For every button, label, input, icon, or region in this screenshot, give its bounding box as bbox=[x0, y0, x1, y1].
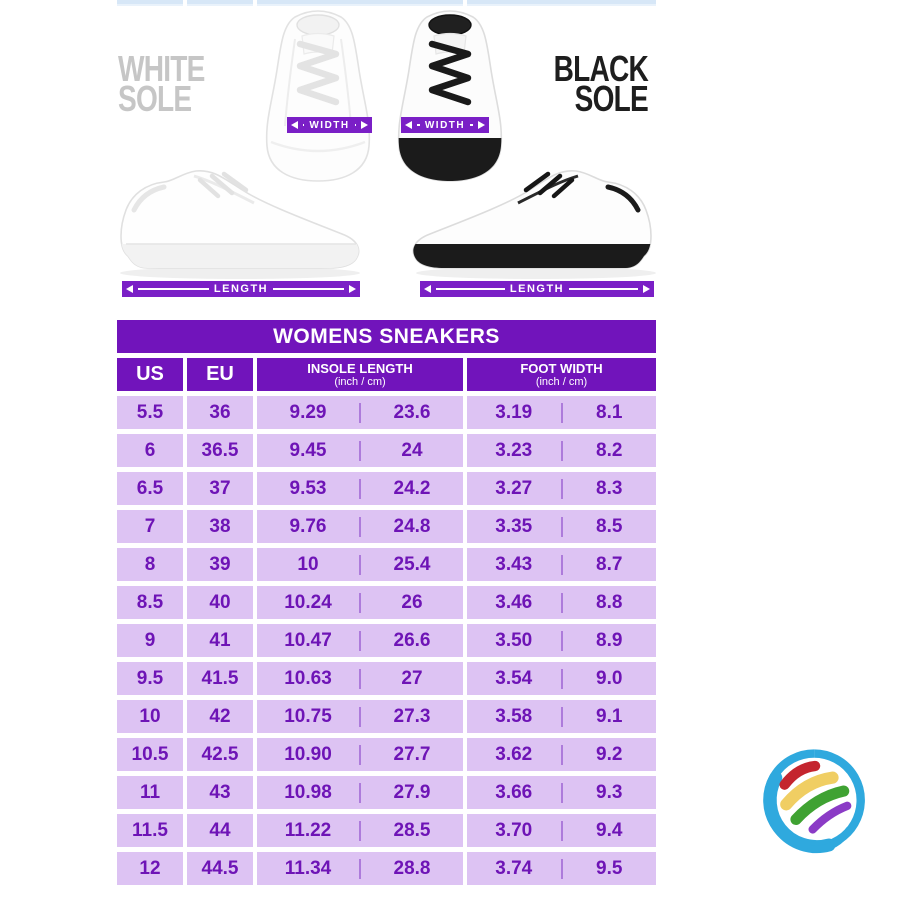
table-body bbox=[117, 396, 656, 885]
cell-eu-size: 38 bbox=[187, 510, 253, 543]
insole-cm-value: 27.7 bbox=[393, 743, 431, 765]
foot-cm-value: 9.0 bbox=[596, 667, 623, 689]
width-measure-bar-right bbox=[401, 117, 489, 133]
cell-eu-size: 36 bbox=[187, 396, 253, 429]
cell-foot-width bbox=[467, 814, 656, 847]
cell-insole-length bbox=[257, 662, 463, 695]
cell-insole-length bbox=[257, 586, 463, 619]
insole-cm-value: 27.9 bbox=[393, 781, 431, 803]
table-title: WOMENS SNEAKERS bbox=[117, 320, 656, 353]
cell-divider bbox=[561, 517, 563, 537]
cell-divider bbox=[561, 631, 563, 651]
arrow-right-icon bbox=[361, 121, 368, 129]
cell-eu-size: 41.5 bbox=[187, 662, 253, 695]
cell-divider bbox=[561, 441, 563, 461]
cell-us-size: 5.5 bbox=[117, 396, 183, 429]
insole-cm-value: 24.8 bbox=[393, 515, 431, 537]
foot-inch-value: 3.46 bbox=[495, 591, 533, 613]
cell-us-size: 8 bbox=[117, 548, 183, 581]
cell-us-size: 12 bbox=[117, 852, 183, 885]
foot-cm-value: 9.5 bbox=[596, 857, 623, 879]
cell-insole-length bbox=[257, 624, 463, 657]
table-row bbox=[117, 814, 656, 847]
table-row bbox=[117, 510, 656, 543]
previous-table-edge-cell bbox=[187, 0, 253, 6]
cell-insole-length bbox=[257, 510, 463, 543]
header-foot-width: FOOT WIDTH (inch / cm) bbox=[467, 358, 656, 391]
table-row bbox=[117, 700, 656, 733]
insole-cm-value: 27 bbox=[401, 667, 423, 689]
table-row bbox=[117, 472, 656, 505]
cell-eu-size: 40 bbox=[187, 586, 253, 619]
insole-cm-value: 25.4 bbox=[393, 553, 431, 575]
white-sole-label-line1: WHITE bbox=[118, 48, 205, 89]
foot-cm-value: 8.3 bbox=[596, 477, 623, 499]
cell-divider bbox=[359, 783, 361, 803]
cell-us-size: 11.5 bbox=[117, 814, 183, 847]
foot-inch-value: 3.74 bbox=[495, 857, 533, 879]
cell-foot-width bbox=[467, 662, 656, 695]
insole-inch-value: 10 bbox=[297, 553, 319, 575]
foot-inch-value: 3.58 bbox=[495, 705, 533, 727]
insole-inch-value: 10.47 bbox=[284, 629, 332, 651]
insole-cm-value: 24 bbox=[401, 439, 423, 461]
cell-foot-width bbox=[467, 510, 656, 543]
white-sole-label-line2: SOLE bbox=[118, 78, 192, 119]
cell-divider bbox=[561, 555, 563, 575]
foot-cm-value: 9.3 bbox=[596, 781, 623, 803]
foot-inch-value: 3.54 bbox=[495, 667, 533, 689]
cell-us-size: 7 bbox=[117, 510, 183, 543]
cell-foot-width bbox=[467, 738, 656, 771]
cell-divider bbox=[561, 479, 563, 499]
foot-cm-value: 8.2 bbox=[596, 439, 623, 461]
foot-cm-value: 8.7 bbox=[596, 553, 623, 575]
cell-foot-width bbox=[467, 434, 656, 467]
table-row bbox=[117, 852, 656, 885]
cell-us-size: 10.5 bbox=[117, 738, 183, 771]
table-row bbox=[117, 586, 656, 619]
insole-inch-value: 9.29 bbox=[289, 401, 327, 423]
foot-cm-value: 8.5 bbox=[596, 515, 623, 537]
arrow-left-icon bbox=[126, 285, 133, 293]
cell-divider bbox=[359, 555, 361, 575]
cell-eu-size: 44.5 bbox=[187, 852, 253, 885]
cell-divider bbox=[359, 707, 361, 727]
cell-us-size: 9 bbox=[117, 624, 183, 657]
womens-sneakers-size-table bbox=[117, 320, 656, 890]
black-sole-label-line2: SOLE bbox=[574, 78, 648, 119]
foot-inch-value: 3.50 bbox=[495, 629, 533, 651]
foot-inch-value: 3.70 bbox=[495, 819, 533, 841]
insole-cm-value: 24.2 bbox=[393, 477, 431, 499]
cell-us-size: 9.5 bbox=[117, 662, 183, 695]
width-label: WIDTH bbox=[424, 119, 466, 131]
previous-table-edge-cell bbox=[117, 0, 183, 6]
cell-divider bbox=[359, 441, 361, 461]
foot-cm-value: 9.2 bbox=[596, 743, 623, 765]
arrow-left-icon bbox=[405, 121, 412, 129]
cell-eu-size: 39 bbox=[187, 548, 253, 581]
insole-cm-value: 26 bbox=[401, 591, 423, 613]
insole-cm-value: 27.3 bbox=[393, 705, 431, 727]
table-row bbox=[117, 396, 656, 429]
cell-divider bbox=[561, 669, 563, 689]
foot-inch-value: 3.35 bbox=[495, 515, 533, 537]
cell-insole-length bbox=[257, 548, 463, 581]
width-measure-bar-left bbox=[287, 117, 372, 133]
arrow-right-icon bbox=[643, 285, 650, 293]
header-eu: EU bbox=[187, 358, 253, 391]
insole-cm-value: 28.8 bbox=[393, 857, 431, 879]
foot-cm-value: 8.8 bbox=[596, 591, 623, 613]
arrow-right-icon bbox=[478, 121, 485, 129]
arrow-left-icon bbox=[291, 121, 298, 129]
cell-foot-width bbox=[467, 548, 656, 581]
table-row bbox=[117, 624, 656, 657]
foot-cm-value: 9.1 bbox=[596, 705, 623, 727]
cell-eu-size: 37 bbox=[187, 472, 253, 505]
cell-divider bbox=[359, 859, 361, 879]
swirl-globe-logo bbox=[758, 744, 870, 862]
cell-insole-length bbox=[257, 738, 463, 771]
cell-us-size: 8.5 bbox=[117, 586, 183, 619]
header-us: US bbox=[117, 358, 183, 391]
length-label: LENGTH bbox=[213, 283, 269, 295]
cell-us-size: 6 bbox=[117, 434, 183, 467]
insole-inch-value: 9.53 bbox=[289, 477, 327, 499]
ankle-opening bbox=[429, 15, 471, 35]
cell-insole-length bbox=[257, 434, 463, 467]
length-label: LENGTH bbox=[509, 283, 565, 295]
ankle-opening bbox=[297, 15, 339, 35]
cell-insole-length bbox=[257, 814, 463, 847]
cell-us-size: 10 bbox=[117, 700, 183, 733]
table-row bbox=[117, 548, 656, 581]
cell-foot-width bbox=[467, 852, 656, 885]
table-header-row bbox=[117, 358, 656, 391]
cell-insole-length bbox=[257, 776, 463, 809]
table-row bbox=[117, 776, 656, 809]
width-label: WIDTH bbox=[309, 119, 350, 131]
cell-eu-size: 42.5 bbox=[187, 738, 253, 771]
cell-foot-width bbox=[467, 396, 656, 429]
foot-inch-value: 3.43 bbox=[495, 553, 533, 575]
cell-us-size: 11 bbox=[117, 776, 183, 809]
cell-insole-length bbox=[257, 852, 463, 885]
cell-divider bbox=[561, 783, 563, 803]
cell-divider bbox=[561, 707, 563, 727]
cell-eu-size: 44 bbox=[187, 814, 253, 847]
foot-inch-value: 3.23 bbox=[495, 439, 533, 461]
cell-divider bbox=[561, 403, 563, 423]
foot-inch-value: 3.27 bbox=[495, 477, 533, 499]
cell-divider bbox=[359, 403, 361, 423]
cell-insole-length bbox=[257, 396, 463, 429]
foot-cm-value: 9.4 bbox=[596, 819, 623, 841]
arrow-right-icon bbox=[349, 285, 356, 293]
cell-foot-width bbox=[467, 624, 656, 657]
cell-insole-length bbox=[257, 700, 463, 733]
header-insole-length: INSOLE LENGTH (inch / cm) bbox=[257, 358, 463, 391]
cell-eu-size: 43 bbox=[187, 776, 253, 809]
table-row bbox=[117, 434, 656, 467]
cell-insole-length bbox=[257, 472, 463, 505]
cell-divider bbox=[359, 517, 361, 537]
length-measure-bar-right bbox=[420, 281, 654, 297]
length-measure-bar-left bbox=[122, 281, 360, 297]
cell-eu-size: 36.5 bbox=[187, 434, 253, 467]
insole-inch-value: 9.76 bbox=[289, 515, 327, 537]
foot-inch-value: 3.66 bbox=[495, 781, 533, 803]
insole-inch-value: 10.98 bbox=[284, 781, 332, 803]
insole-cm-value: 23.6 bbox=[393, 401, 431, 423]
foot-cm-value: 8.9 bbox=[596, 629, 623, 651]
cell-divider bbox=[561, 745, 563, 765]
side-view-sneakers-photo bbox=[108, 142, 664, 284]
insole-inch-value: 11.34 bbox=[284, 857, 332, 879]
cell-foot-width bbox=[467, 700, 656, 733]
white-sole-label bbox=[118, 48, 205, 119]
insole-cm-value: 28.5 bbox=[393, 819, 431, 841]
insole-inch-value: 10.90 bbox=[284, 743, 332, 765]
cell-us-size: 6.5 bbox=[117, 472, 183, 505]
insole-inch-value: 10.75 bbox=[284, 705, 332, 727]
insole-cm-value: 26.6 bbox=[393, 629, 431, 651]
black-sole-label bbox=[533, 48, 648, 119]
foot-inch-value: 3.19 bbox=[495, 401, 533, 423]
side-shoe-black-sole bbox=[408, 171, 658, 272]
cell-eu-size: 41 bbox=[187, 624, 253, 657]
cell-foot-width bbox=[467, 472, 656, 505]
cell-divider bbox=[561, 859, 563, 879]
insole-inch-value: 10.63 bbox=[284, 667, 332, 689]
cell-divider bbox=[359, 593, 361, 613]
insole-inch-value: 11.22 bbox=[284, 819, 332, 841]
cell-foot-width bbox=[467, 586, 656, 619]
table-row bbox=[117, 738, 656, 771]
cell-divider bbox=[359, 479, 361, 499]
cell-divider bbox=[359, 745, 361, 765]
table-row bbox=[117, 662, 656, 695]
cell-foot-width bbox=[467, 776, 656, 809]
insole-inch-value: 9.45 bbox=[289, 439, 327, 461]
black-sole-label-line1: BLACK bbox=[553, 48, 648, 89]
cell-divider bbox=[561, 821, 563, 841]
cell-divider bbox=[561, 593, 563, 613]
side-shoe-white bbox=[114, 171, 364, 272]
cell-eu-size: 42 bbox=[187, 700, 253, 733]
cell-divider bbox=[359, 669, 361, 689]
foot-inch-value: 3.62 bbox=[495, 743, 533, 765]
cell-divider bbox=[359, 631, 361, 651]
arrow-left-icon bbox=[424, 285, 431, 293]
insole-inch-value: 10.24 bbox=[284, 591, 332, 613]
cell-divider bbox=[359, 821, 361, 841]
foot-cm-value: 8.1 bbox=[596, 401, 623, 423]
